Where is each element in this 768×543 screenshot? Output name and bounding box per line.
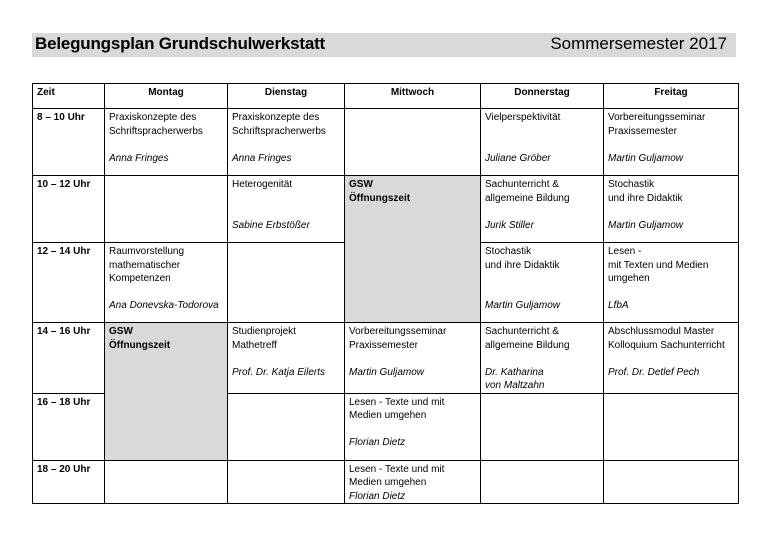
course-title-line: Medien umgehen xyxy=(349,477,427,488)
page-title: Belegungsplan Grundschulwerkstatt xyxy=(35,34,326,53)
cell-dienstag-8 xyxy=(228,109,345,176)
cell-mittwoch-14 xyxy=(345,323,481,394)
cell-freitag-14 xyxy=(604,323,739,394)
time-slot: 16 – 18 Uhr xyxy=(33,393,105,460)
course-title-line: Praxissemester xyxy=(349,339,418,351)
lecturer-name: Jurik Stiller xyxy=(485,219,534,231)
column-header-montag: Montag xyxy=(105,84,228,109)
lecturer-name: Ana Donevska-Todorova xyxy=(109,300,219,311)
course-title-line: Mathetreff xyxy=(232,339,277,351)
gsw-label: GSW xyxy=(109,326,133,337)
title-bar xyxy=(32,33,736,57)
cell-dienstag-18 xyxy=(228,460,345,504)
cell-mittwoch-16 xyxy=(345,393,481,460)
time-slot: 8 – 10 Uhr xyxy=(33,109,105,176)
cell-montag-18 xyxy=(105,460,228,504)
course-title-line: Sachunterricht & xyxy=(485,326,559,337)
cell-mittwoch-18 xyxy=(345,460,481,504)
course-title-line: mathematischer xyxy=(109,259,181,271)
cell-freitag-8 xyxy=(604,109,739,176)
course-title-line: Praxiskonzepte des xyxy=(232,112,320,123)
course-title-line: Kolloquium Sachunterricht xyxy=(608,339,725,351)
lecturer-name: Martin Guljamow xyxy=(485,300,561,311)
gsw-opening-label: Öffnungszeit xyxy=(109,339,171,351)
course-title-line: Medien umgehen xyxy=(349,410,427,421)
course-title-line: Schriftspracherwerbs xyxy=(232,125,326,137)
lecturer-name: von Maltzahn xyxy=(485,380,545,391)
course-title-line: Abschlussmodul Master xyxy=(608,326,715,337)
lecturer-name: Martin Guljamow xyxy=(608,219,684,231)
time-slot: 14 – 16 Uhr xyxy=(33,323,105,394)
cell-dienstag-12 xyxy=(228,243,345,323)
course-title-line: allgemeine Bildung xyxy=(485,192,570,204)
cell-montag-8 xyxy=(105,109,228,176)
cell-donnerstag-14 xyxy=(481,323,604,394)
cell-donnerstag-18 xyxy=(481,460,604,504)
course-title-line: Heterogenität xyxy=(232,179,293,190)
course-title-line: mit Texten und Medien xyxy=(608,259,709,271)
course-title-line: Lesen - Texte und mit xyxy=(349,463,445,475)
course-title-line: Studienprojekt xyxy=(232,326,296,337)
cell-dienstag-10 xyxy=(228,176,345,243)
lecturer-name: Martin Guljamow xyxy=(608,152,684,164)
cell-freitag-10 xyxy=(604,176,739,243)
gsw-opening-label: Öffnungszeit xyxy=(349,192,411,204)
column-header-dienstag: Dienstag xyxy=(228,84,345,109)
cell-donnerstag-8 xyxy=(481,109,604,176)
cell-donnerstag-12 xyxy=(481,243,604,323)
column-header-donnerstag: Donnerstag xyxy=(481,84,604,109)
cell-donnerstag-10 xyxy=(481,176,604,243)
course-title-line: Schriftspracherwerbs xyxy=(109,125,203,137)
lecturer-name: LfbA xyxy=(608,300,629,311)
lecturer-name: Sabine Erbstößer xyxy=(232,219,310,231)
lecturer-name: Dr. Katharina xyxy=(485,366,544,378)
schedule-table xyxy=(32,83,739,504)
course-title-line: Raumvorstellung xyxy=(109,246,185,257)
column-header-freitag: Freitag xyxy=(604,84,739,109)
course-title-line: Praxiskonzepte des xyxy=(109,112,197,123)
table-row xyxy=(33,323,739,394)
lecturer-name: Anna Fringes xyxy=(232,152,292,164)
course-title-line: Lesen - Texte und mit xyxy=(349,396,445,408)
time-slot: 10 – 12 Uhr xyxy=(33,176,105,243)
time-slot: 18 – 20 Uhr xyxy=(33,460,105,504)
cell-montag-10 xyxy=(105,176,228,243)
course-title-line: allgemeine Bildung xyxy=(485,339,570,351)
cell-freitag-18 xyxy=(604,460,739,504)
course-title-line: Vorbereitungsseminar xyxy=(608,112,706,123)
lecturer-name: Prof. Dr. Detlef Pech xyxy=(608,366,700,378)
course-title-line: Vielperspektivität xyxy=(485,112,561,123)
cell-mittwoch-gsw xyxy=(345,176,481,323)
cell-dienstag-16 xyxy=(228,393,345,460)
lecturer-name: Florian Dietz xyxy=(349,437,406,448)
course-title-line: Praxissemester xyxy=(608,125,677,137)
lecturer-name: Juliane Gröber xyxy=(485,152,551,164)
course-title-line: Stochastik xyxy=(608,179,655,190)
course-title-line: und ihre Didaktik xyxy=(485,259,560,271)
header-row xyxy=(33,84,739,109)
column-header-zeit: Zeit xyxy=(33,84,105,109)
table-row xyxy=(33,176,739,243)
course-title-line: und ihre Didaktik xyxy=(608,192,683,204)
course-title-line: Vorbereitungsseminar xyxy=(349,326,447,337)
lecturer-name: Martin Guljamow xyxy=(349,366,425,378)
cell-montag-gsw xyxy=(105,323,228,461)
course-title-line: Kompetenzen xyxy=(109,273,171,284)
gsw-label: GSW xyxy=(349,179,373,190)
lecturer-name: Florian Dietz xyxy=(349,490,406,502)
time-slot: 12 – 14 Uhr xyxy=(33,243,105,323)
lecturer-name: Prof. Dr. Katja Eilerts xyxy=(232,366,325,378)
table-row xyxy=(33,109,739,176)
cell-mittwoch-8 xyxy=(345,109,481,176)
lecturer-name: Anna Fringes xyxy=(109,152,169,164)
cell-montag-12 xyxy=(105,243,228,323)
semester-label: Sommersemester 2017 xyxy=(550,34,727,53)
cell-donnerstag-16 xyxy=(481,393,604,460)
cell-freitag-16 xyxy=(604,393,739,460)
table-row xyxy=(33,460,739,504)
course-title-line: Sachunterricht & xyxy=(485,179,559,190)
course-title-line: umgehen xyxy=(608,273,650,284)
course-title-line: Lesen - xyxy=(608,246,642,257)
cell-dienstag-14 xyxy=(228,323,345,394)
column-header-mittwoch: Mittwoch xyxy=(345,84,481,109)
cell-freitag-12 xyxy=(604,243,739,323)
course-title-line: Stochastik xyxy=(485,246,532,257)
